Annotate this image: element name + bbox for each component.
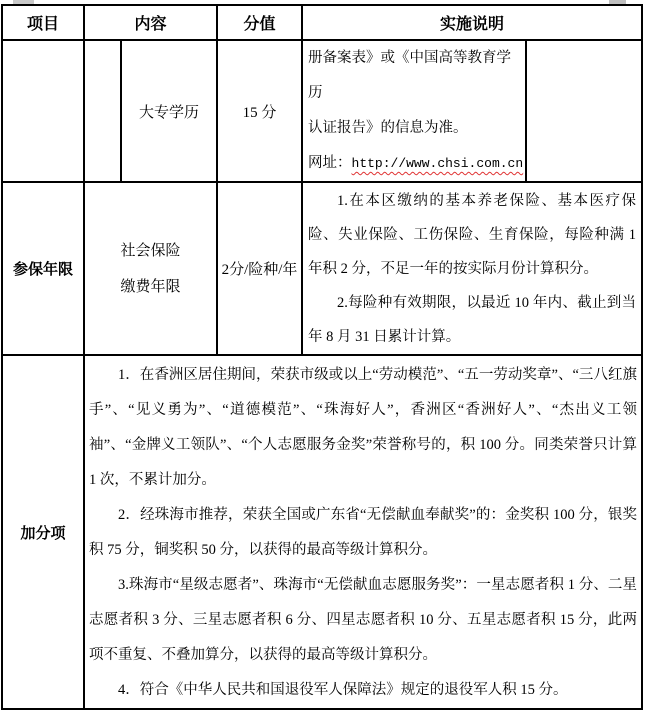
header-content: 内容 <box>84 5 217 40</box>
degree-score-cell: 15 分 <box>217 40 302 182</box>
insurance-desc-cell <box>302 182 642 355</box>
bonus-para2: 2．经珠海市推荐，荣获全国或广东省“无偿献血奉献奖”的：金奖积 100 分，银奖积 75 分，铜奖积 50 分，以获得的最高等级计算积分。 <box>89 507 638 558</box>
insurance-content-cell <box>84 182 217 355</box>
header-desc: 实施说明 <box>302 5 642 40</box>
row-bonus-items <box>2 355 642 709</box>
bonus-project-cell: 加分项 <box>2 355 84 709</box>
degree-url-line <box>308 146 524 181</box>
header-project: 项目 <box>2 5 84 40</box>
insurance-content-line1: 社会保险 <box>120 242 181 259</box>
header-score: 分值 <box>217 5 302 40</box>
degree-subcol-empty-cell <box>84 40 121 182</box>
insurance-score-cell: 2分/险种/年 <box>217 182 302 355</box>
degree-desc-empty-cell <box>526 40 642 182</box>
row-college-degree <box>2 40 642 182</box>
insurance-desc-para2: 2.每险种有效期限，以最近 10 年内、截止到当年 8 月 31 日累计计算。 <box>308 295 637 345</box>
chsi-url: http://www.chsi.com.cn <box>351 156 524 171</box>
degree-desc-line2: 认证报告》的信息为准。 <box>308 120 468 136</box>
url-label: 网址： <box>308 155 352 171</box>
insurance-project-cell: 参保年限 <box>2 182 84 355</box>
points-policy-table <box>1 4 643 710</box>
bonus-desc-cell <box>84 355 642 709</box>
degree-content-cell: 大专学历 <box>121 40 217 182</box>
insurance-desc-para1: 1.在本区缴纳的基本养老保险、基本医疗保险、失业保险、工伤保险、生育保险，每险种满 1 年积 2 分，不足一年的按实际月份计算积分。 <box>308 193 637 277</box>
bonus-para1: 1．在香洲区居住期间，荣获市级或以上“劳动模范”、“五一劳动奖章”、“三八红旗手”、“见义勇为”、“道德模范”、“珠海好人”，香洲区“香洲好人”、“杰出义工领袖”、“金牌义工领队”、“个人志愿服务金奖”荣誉称号的，积 100 分。同类荣誉只计算 1 次，不累计加分。 <box>89 367 638 488</box>
bonus-para3: 3.珠海市“星级志愿者”、珠海市“无偿献血志愿服务奖”：一星志愿者积 1 分、二星志愿者积 3 分、三星志愿者积 6 分、四星志愿者积 10 分、五星志愿者积 15 分，此两项不重复、不叠加算分，以获得的最高等级计算积分。 <box>89 577 638 663</box>
degree-desc-cell <box>302 40 526 182</box>
row-insurance-years <box>2 182 642 355</box>
bonus-para4: 4．符合《中华人民共和国退役军人保障法》规定的退役军人积 15 分。 <box>118 682 568 698</box>
insurance-content-line2: 缴费年限 <box>120 278 181 295</box>
header-row <box>2 5 642 40</box>
degree-desc-line1: 册备案表》或《中国高等教育学历 <box>308 50 512 101</box>
degree-project-cell <box>2 40 84 182</box>
